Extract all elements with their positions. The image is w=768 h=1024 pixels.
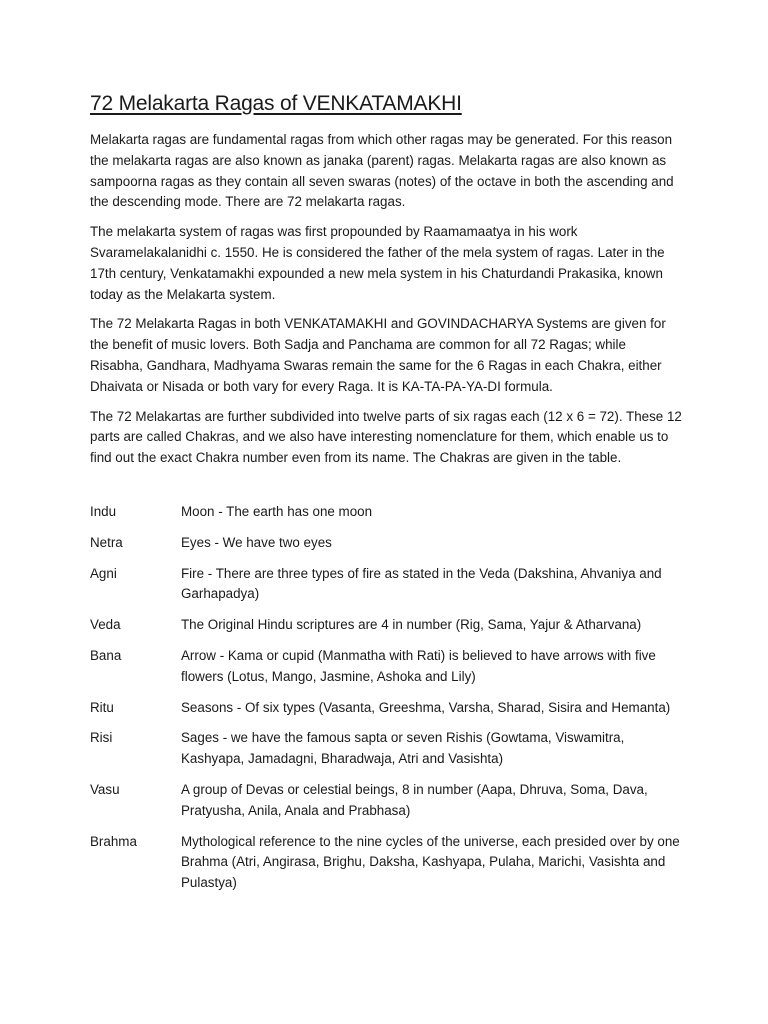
chakra-name: Vasu <box>90 781 120 797</box>
chakra-meaning: A group of Devas or celestial beings, 8 in number (Aapa, Dhruva, Soma, Dava, Pratyusha, Anila, Anala and Prabhasa) <box>181 781 648 818</box>
chakra-table <box>90 502 682 894</box>
chakra-name: Agni <box>90 565 117 581</box>
chakra-meaning: Arrow - Kama or cupid (Manmatha with Rati) is believed to have arrows with five flowers (Lotus, Mango, Jasmine, Ashoka and Lily) <box>181 647 656 684</box>
chakra-meaning: Seasons - Of six types (Vasanta, Greeshma, Varsha, Sharad, Sisira and Hemanta) <box>181 699 671 715</box>
chakra-row <box>90 698 682 719</box>
document-page <box>90 92 682 904</box>
chakra-row <box>90 502 682 523</box>
document-title: 72 Melakarta Ragas of VENKATAMAKHI <box>90 92 462 115</box>
chakra-row <box>90 728 682 770</box>
chakra-row <box>90 615 682 636</box>
paragraph-systems: The 72 Melakarta Ragas in both VENKATAMAKHI and GOVINDACHARYA Systems are given for the benefit of music lovers. Both Sadja and Panchama are common for all 72 Ragas; while Risabha, Gandhara, Madhyama Swaras remain the same for the 6 Ragas in each Chakra, either Dhaivata or Nisada or both vary for every Raga. It is KA-TA-PA-YA-DI formula. <box>90 316 666 394</box>
chakra-row <box>90 533 682 554</box>
chakra-name: Brahma <box>90 833 137 849</box>
chakra-row <box>90 832 682 894</box>
chakra-meaning: The Original Hindu scriptures are 4 in number (Rig, Sama, Yajur & Atharvana) <box>181 617 642 633</box>
chakra-name: Indu <box>90 503 117 519</box>
paragraph-history: The melakarta system of ragas was first propounded by Raamamaatya in his work Svaramelakalanidhi c. 1550. He is considered the father of the mela system of ragas. Later in the 17th century, Venkatamakhi expounded a new mela system in his Chaturdandi Prakasika, known today as the Melakarta system. <box>90 224 665 302</box>
chakra-meaning: Moon - The earth has one moon <box>181 503 373 519</box>
chakra-meaning: Sages - we have the famous sapta or seven Rishis (Gowtama, Viswamitra, Kashyapa, Jamadagni, Bharadwaja, Atri and Vasishta) <box>181 730 625 767</box>
paragraph-intro: Melakarta ragas are fundamental ragas from which other ragas may be generated. For this reason the melakarta ragas are also known as janaka (parent) ragas. Melakarta ragas are also known as sampoorna ragas as they contain all seven swaras (notes) of the octave in both the ascending and the descending mode. There are 72 melakarta ragas. <box>90 132 674 210</box>
paragraph-chakras: The 72 Melakartas are further subdivided into twelve parts of six ragas each (12 x 6 = 72). These 12 parts are called Chakras, and we also have interesting nomenclature for them, which enable us to find out the exact Chakra number even from its name. The Chakras are given in the table. <box>90 408 682 466</box>
chakra-meaning: Fire - There are three types of fire as stated in the Veda (Dakshina, Ahvaniya and Garhapadya) <box>181 565 662 602</box>
chakra-meaning: Mythological reference to the nine cycles of the universe, each presided over by one Brahma (Atri, Angirasa, Brighu, Daksha, Kashyapa, Pulaha, Marichi, Vasishta and Pulastya) <box>181 833 680 891</box>
chakra-meaning: Eyes - We have two eyes <box>181 534 332 550</box>
chakra-name: Veda <box>90 617 121 633</box>
chakra-row <box>90 780 682 822</box>
chakra-name: Risi <box>90 730 113 746</box>
chakra-name: Ritu <box>90 699 114 715</box>
chakra-row <box>90 564 682 606</box>
chakra-name: Bana <box>90 647 122 663</box>
chakra-name: Netra <box>90 534 123 550</box>
chakra-row <box>90 646 682 688</box>
